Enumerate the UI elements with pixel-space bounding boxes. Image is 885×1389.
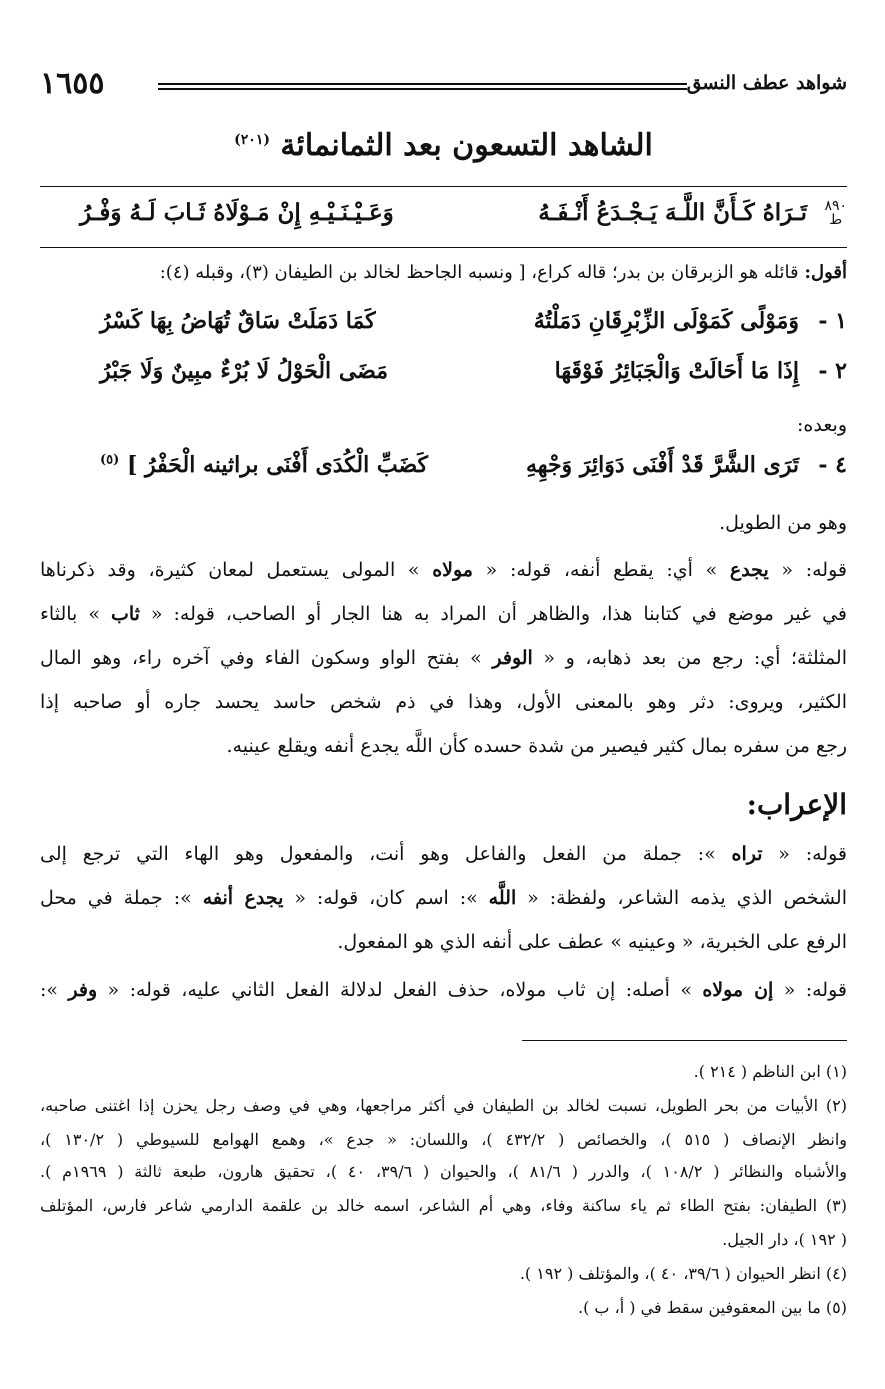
- text-run: »: اسم كان، قوله: «: [283, 887, 489, 909]
- main-verse-second-hemistich: وَعَـيْـنَـيْـهِ إِنْ مَـوْلَاهُ ثَـابَ لَـهُ وَفْـرُ: [80, 199, 394, 226]
- irab-line: الرفع على الخبرية، « وعينيه » عطف على أنفه الذي هو المفعول.: [337, 931, 847, 953]
- text-run: » المولى يستعمل لمعان كثيرة، وقد ذكرناها: [40, 559, 433, 581]
- quoted-word: اللَّه: [488, 887, 517, 909]
- text-run: »: جملة من الفعل والفاعل وهو أنت، والمفعول وهو الهاء التي ترجع إلى: [40, 843, 732, 865]
- irab-line: [40, 843, 847, 865]
- verse-line-number: ٤ -: [818, 452, 847, 478]
- text-run: » أي: يقطع أنفه، قوله: «: [473, 559, 730, 581]
- text-run: » بفتح الواو وسكون الفاء وفي آخره راء، وهو المال: [40, 647, 493, 669]
- quoted-word: ثاب: [110, 603, 140, 625]
- verse-number-mark: ط: [829, 212, 843, 228]
- text-run: قوله: «: [762, 843, 847, 865]
- section-heading: الإعراب:: [746, 788, 847, 821]
- running-title: شواهد عطف النسق: [686, 72, 847, 94]
- verse-line-number: ٢ -: [818, 358, 847, 384]
- chapter-title-text: الشاهد التسعون بعد الثمانمائة: [280, 128, 653, 163]
- verse-line: [40, 308, 847, 348]
- commentary-line: الكثير، ويروى: دثر وهو بالمعنى الأول، وهذا في ذم شخص حاسد يحسد جاره أو صاحبه إذا: [40, 691, 847, 713]
- verse-second-hemistich: مَضَى الْحَوْلُ لَا بُرْءٌ مبِينٌ وَلَا جَبْرُ: [100, 358, 389, 384]
- commentary-line: رجع من سفره بمال كثير فيصير من شدة حسده كأن اللَّه يجدع أنفه ويقلع عينيه.: [226, 735, 847, 757]
- verse-second-hemistich: كَمَا دَمَلَتْ سَاقٌ تُهَاضُ بِهَا كَسْرُ: [100, 308, 376, 334]
- verse-first-hemistich: وَمَوْلًى كَمَوْلَى الزِّبْرِقَانِ دَمَلْتُهُ: [533, 308, 799, 334]
- main-verse-number: [824, 199, 847, 227]
- footnote-ref: (٥): [100, 452, 120, 468]
- verse-second-hemistich: [100, 452, 428, 478]
- quoted-word: وفر: [68, 979, 98, 1001]
- quoted-word: يجدع: [729, 559, 769, 581]
- footnote-separator: [522, 1040, 847, 1041]
- commentary-line: [40, 647, 847, 669]
- running-header: [40, 66, 847, 106]
- verse-line: [40, 358, 847, 398]
- footnote-line: (٥) ما بين المعقوفين سقط في ( أ، ب ).: [578, 1298, 847, 1317]
- footnote-line: (١) ابن الناظم ( ٢١٤ ).: [693, 1062, 847, 1081]
- footnote-line: (٤) انظر الحيوان ( ٣٩/٦، ٤٠ )، والمؤتلف ( ١٩٢ ).: [519, 1264, 847, 1283]
- verse-second-hemistich-text: كَضَبِّ الْكُدَى أَفْنَى براثينه الْحَفْرُ ]: [126, 452, 429, 478]
- text-run: المثلثة؛ أي: رجع من بعد ذهابه، و «: [532, 647, 848, 669]
- quoted-word: يجدع أنفه: [202, 887, 284, 909]
- main-verse-first-hemistich: تَـرَاهُ كَـأَنَّ اللَّـهَ يَـجْـدَعُ أَنْـفَـهُ: [538, 199, 807, 226]
- text-run: »: جملة في محل: [40, 887, 203, 909]
- intro-text: قائله هو الزبرقان بن بدر؛ قاله كراع، [ ونسبه الجاحظ لخالد بن الطيفان (٣)، وقبله (٤):: [159, 262, 805, 283]
- text-run: »:: [40, 979, 69, 1001]
- footnote-line: وانظر الإنصاف ( ٥١٥ )، والخصائص ( ٤٣٢/٢ )، واللسان: « جدع »، وهمع الهوامع للسيوطي ( ١٣٠/٢ )،: [40, 1130, 848, 1149]
- commentary-line: [40, 603, 847, 625]
- text-run: » أصله: إن ثاب مولاه، حذف الفعل لدلالة الفعل الثاني عليه، قوله: «: [97, 979, 703, 1001]
- chapter-title: [40, 128, 847, 163]
- footnote-line: ( ١٩٢ )، دار الجيل.: [722, 1230, 847, 1249]
- verse-first-hemistich: إِذَا مَا أَحَالَتْ وَالْجَبَائِرُ فَوْقَهَا: [554, 358, 799, 384]
- after-label: وبعده:: [797, 414, 847, 436]
- footnote-line: (٢) الأبيات من بحر الطويل، نسبت لخالد بن الطيفان في أكثر مراجعها، وهي في وصف رجل يحزن إذا اغتنى صاحبه،: [40, 1096, 847, 1115]
- text-run: في غير موضع في كتابنا هذا، والظاهر أن المراد به هنا الجار أو الصاحب، قوله: «: [139, 603, 847, 625]
- verse-line-number: ١ -: [818, 308, 847, 334]
- intro-paragraph: [40, 262, 847, 283]
- text-run: قوله: «: [768, 559, 847, 581]
- main-verse: [40, 186, 847, 248]
- chapter-footnote-ref: (٢٠١): [234, 132, 270, 148]
- text-run: قوله: «: [773, 979, 847, 1001]
- irab-line: [40, 979, 847, 1001]
- irab-line: [40, 887, 847, 909]
- quoted-word: الوفر: [492, 647, 533, 669]
- page-number: ١٦٥٥: [40, 66, 105, 101]
- footnote-line: والأشباه والنظائر ( ١٠٨/٢ )، والدرر ( ٨١/٦ )، والحيوان ( ٣٩/٦، ٤٠ )، تحقيق هارون، طبعة ثالثة ( ١٩٦٩م ).: [40, 1162, 847, 1181]
- meter-note: وهو من الطويل.: [719, 512, 847, 534]
- text-run: الشخص الذي يذمه الشاعر، ولفظة: «: [516, 887, 848, 909]
- quoted-word: تراه: [731, 843, 763, 865]
- verse-line: [40, 452, 847, 492]
- verse-number-value: ٨٩٠: [824, 198, 847, 214]
- footnote-line: (٣) الطيفان: بفتح الطاء ثم ياء ساكنة وفاء، وهي أم الشاعر، اسمه خالد بن علقمة الدارمي شاعر فارس، المؤتلف: [40, 1196, 848, 1215]
- quoted-word: مولاه: [432, 559, 473, 581]
- verse-first-hemistich: تَرَى الشَّرَّ قَدْ أَفْنَى دَوَائِرَ وَجْهِهِ: [526, 452, 799, 478]
- quoted-word: إن مولاه: [702, 979, 774, 1001]
- header-rule: [158, 83, 687, 90]
- intro-prefix: أقول:: [804, 262, 847, 283]
- text-run: » بالثاء: [40, 603, 111, 625]
- commentary-line: [40, 559, 847, 581]
